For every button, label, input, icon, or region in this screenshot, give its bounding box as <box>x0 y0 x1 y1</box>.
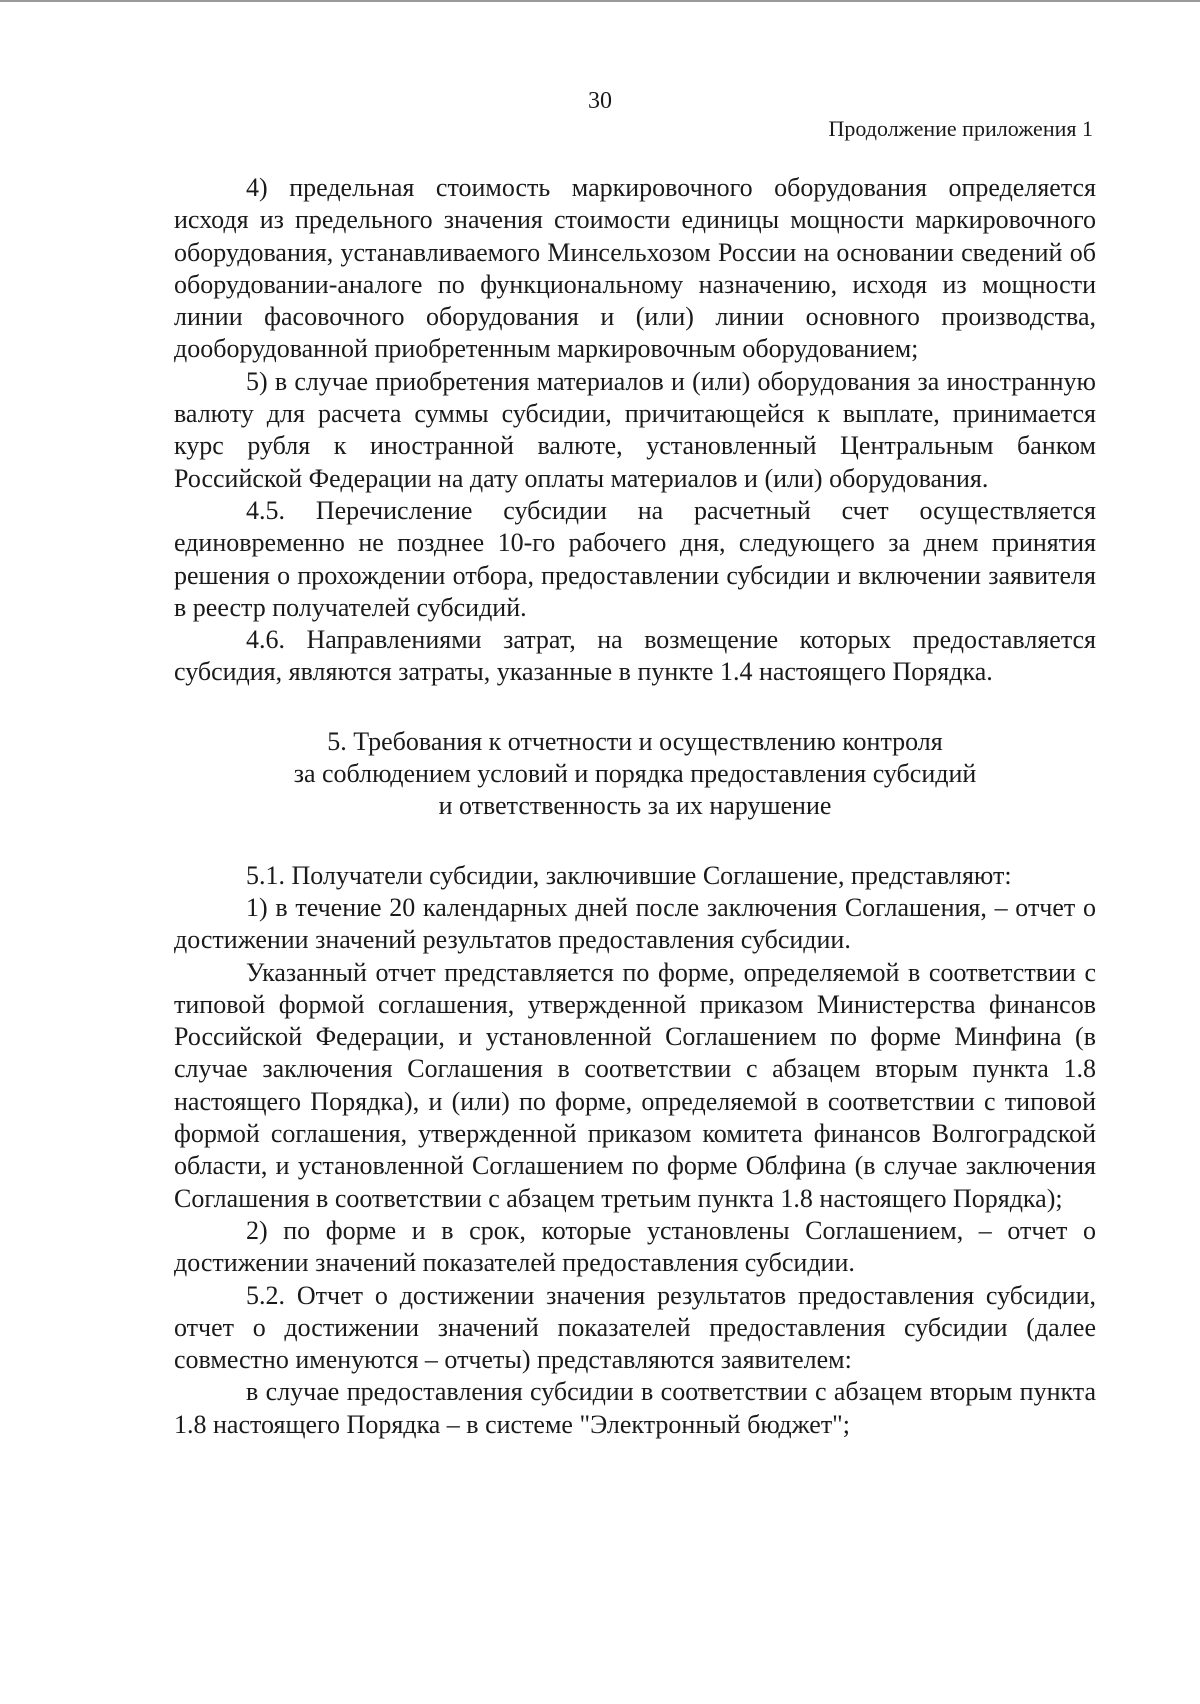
section-title-line-2: за соблюдением условий и порядка предоставления субсидий <box>293 759 977 789</box>
appendix-continuation-note: Продолжение приложения 1 <box>828 116 1093 141</box>
section-title-line-3: и ответственность за их нарушение <box>438 791 832 821</box>
paragraph-5-2: 5.2. Отчет о достижении значения результатов предоставления субсидии, отчет о достижении значений показателей предоставления субсидии (далее совместно именуются – отчеты) представляются заявителем: <box>174 1280 1096 1375</box>
paragraph-5-1-item-2: 2) по форме и в срок, которые установлены Соглашением, – отчет о достижении значений показателей предоставления субсидии. <box>174 1215 1096 1278</box>
paragraph-item-4: 4) предельная стоимость маркировочного оборудования определяется исходя из предельного значения стоимости единицы мощности маркировочного оборудования, устанавливаемого Минсельхозом России на основании сведений об оборудовании-аналоге по функциональному назначению, исходя из мощности линии фасовочного оборудования и (или) линии основного производства, дооборудованной приобретенным маркировочным оборудованием; <box>174 173 1096 364</box>
paragraph-5-1-item-1: 1) в течение 20 календарных дней после заключения Соглашения, – отчет о достижении значений результатов предоставления субсидии. <box>174 892 1096 955</box>
paragraph-5-1: 5.1. Получатели субсидии, заключившие Соглашение, представляют: <box>246 860 1012 890</box>
paragraph-electronic-budget: в случае предоставления субсидии в соответствии с абзацем вторым пункта 1.8 настоящего Порядка – в системе "Электронный бюджет"; <box>174 1377 1096 1439</box>
paragraph-4-5: 4.5. Перечисление субсидии на расчетный счет осуществляется единовременно не позднее 10-го рабочего дня, следующего за днем принятия решения о прохождении отбора, предоставлении субсидии и включении заявителя в реестр получателей субсидий. <box>174 495 1096 622</box>
paragraph-report-form: Указанный отчет представляется по форме, определяемой в соответствии с типовой формой соглашения, утвержденной приказом Министерства финансов Российской Федерации, и установленной Соглашением по форме Минфина (в случае заключения Соглашения в соответствии с абзацем вторым пункта 1.8 настоящего Порядка), и (или) по форме, определяемой в соответствии с типовой формой соглашения, утвержденной приказом комитета финансов Волгоградской области, и установленной Соглашением по форме Облфина (в случае заключения Соглашения в соответствии с абзацем третьим пункта 1.8 настоящего Порядка); <box>174 957 1096 1213</box>
document-body <box>174 172 1096 1441</box>
section-title-line-1: 5. Требования к отчетности и осуществлению контроля <box>327 726 943 756</box>
paragraph-item-5: 5) в случае приобретения материалов и (или) оборудования за иностранную валюту для расчета суммы субсидии, причитающейся к выплате, принимается курс рубля к иностранной валюте, установленный Центральным банком Российской Федерации на дату оплаты материалов и (или) оборудования. <box>174 366 1096 493</box>
section-5-title <box>174 726 1096 823</box>
page-number: 30 <box>588 88 612 114</box>
paragraph-4-6: 4.6. Направлениями затрат, на возмещение которых предоставляется субсидия, являются затраты, указанные в пункте 1.4 настоящего Порядка. <box>174 625 1096 687</box>
